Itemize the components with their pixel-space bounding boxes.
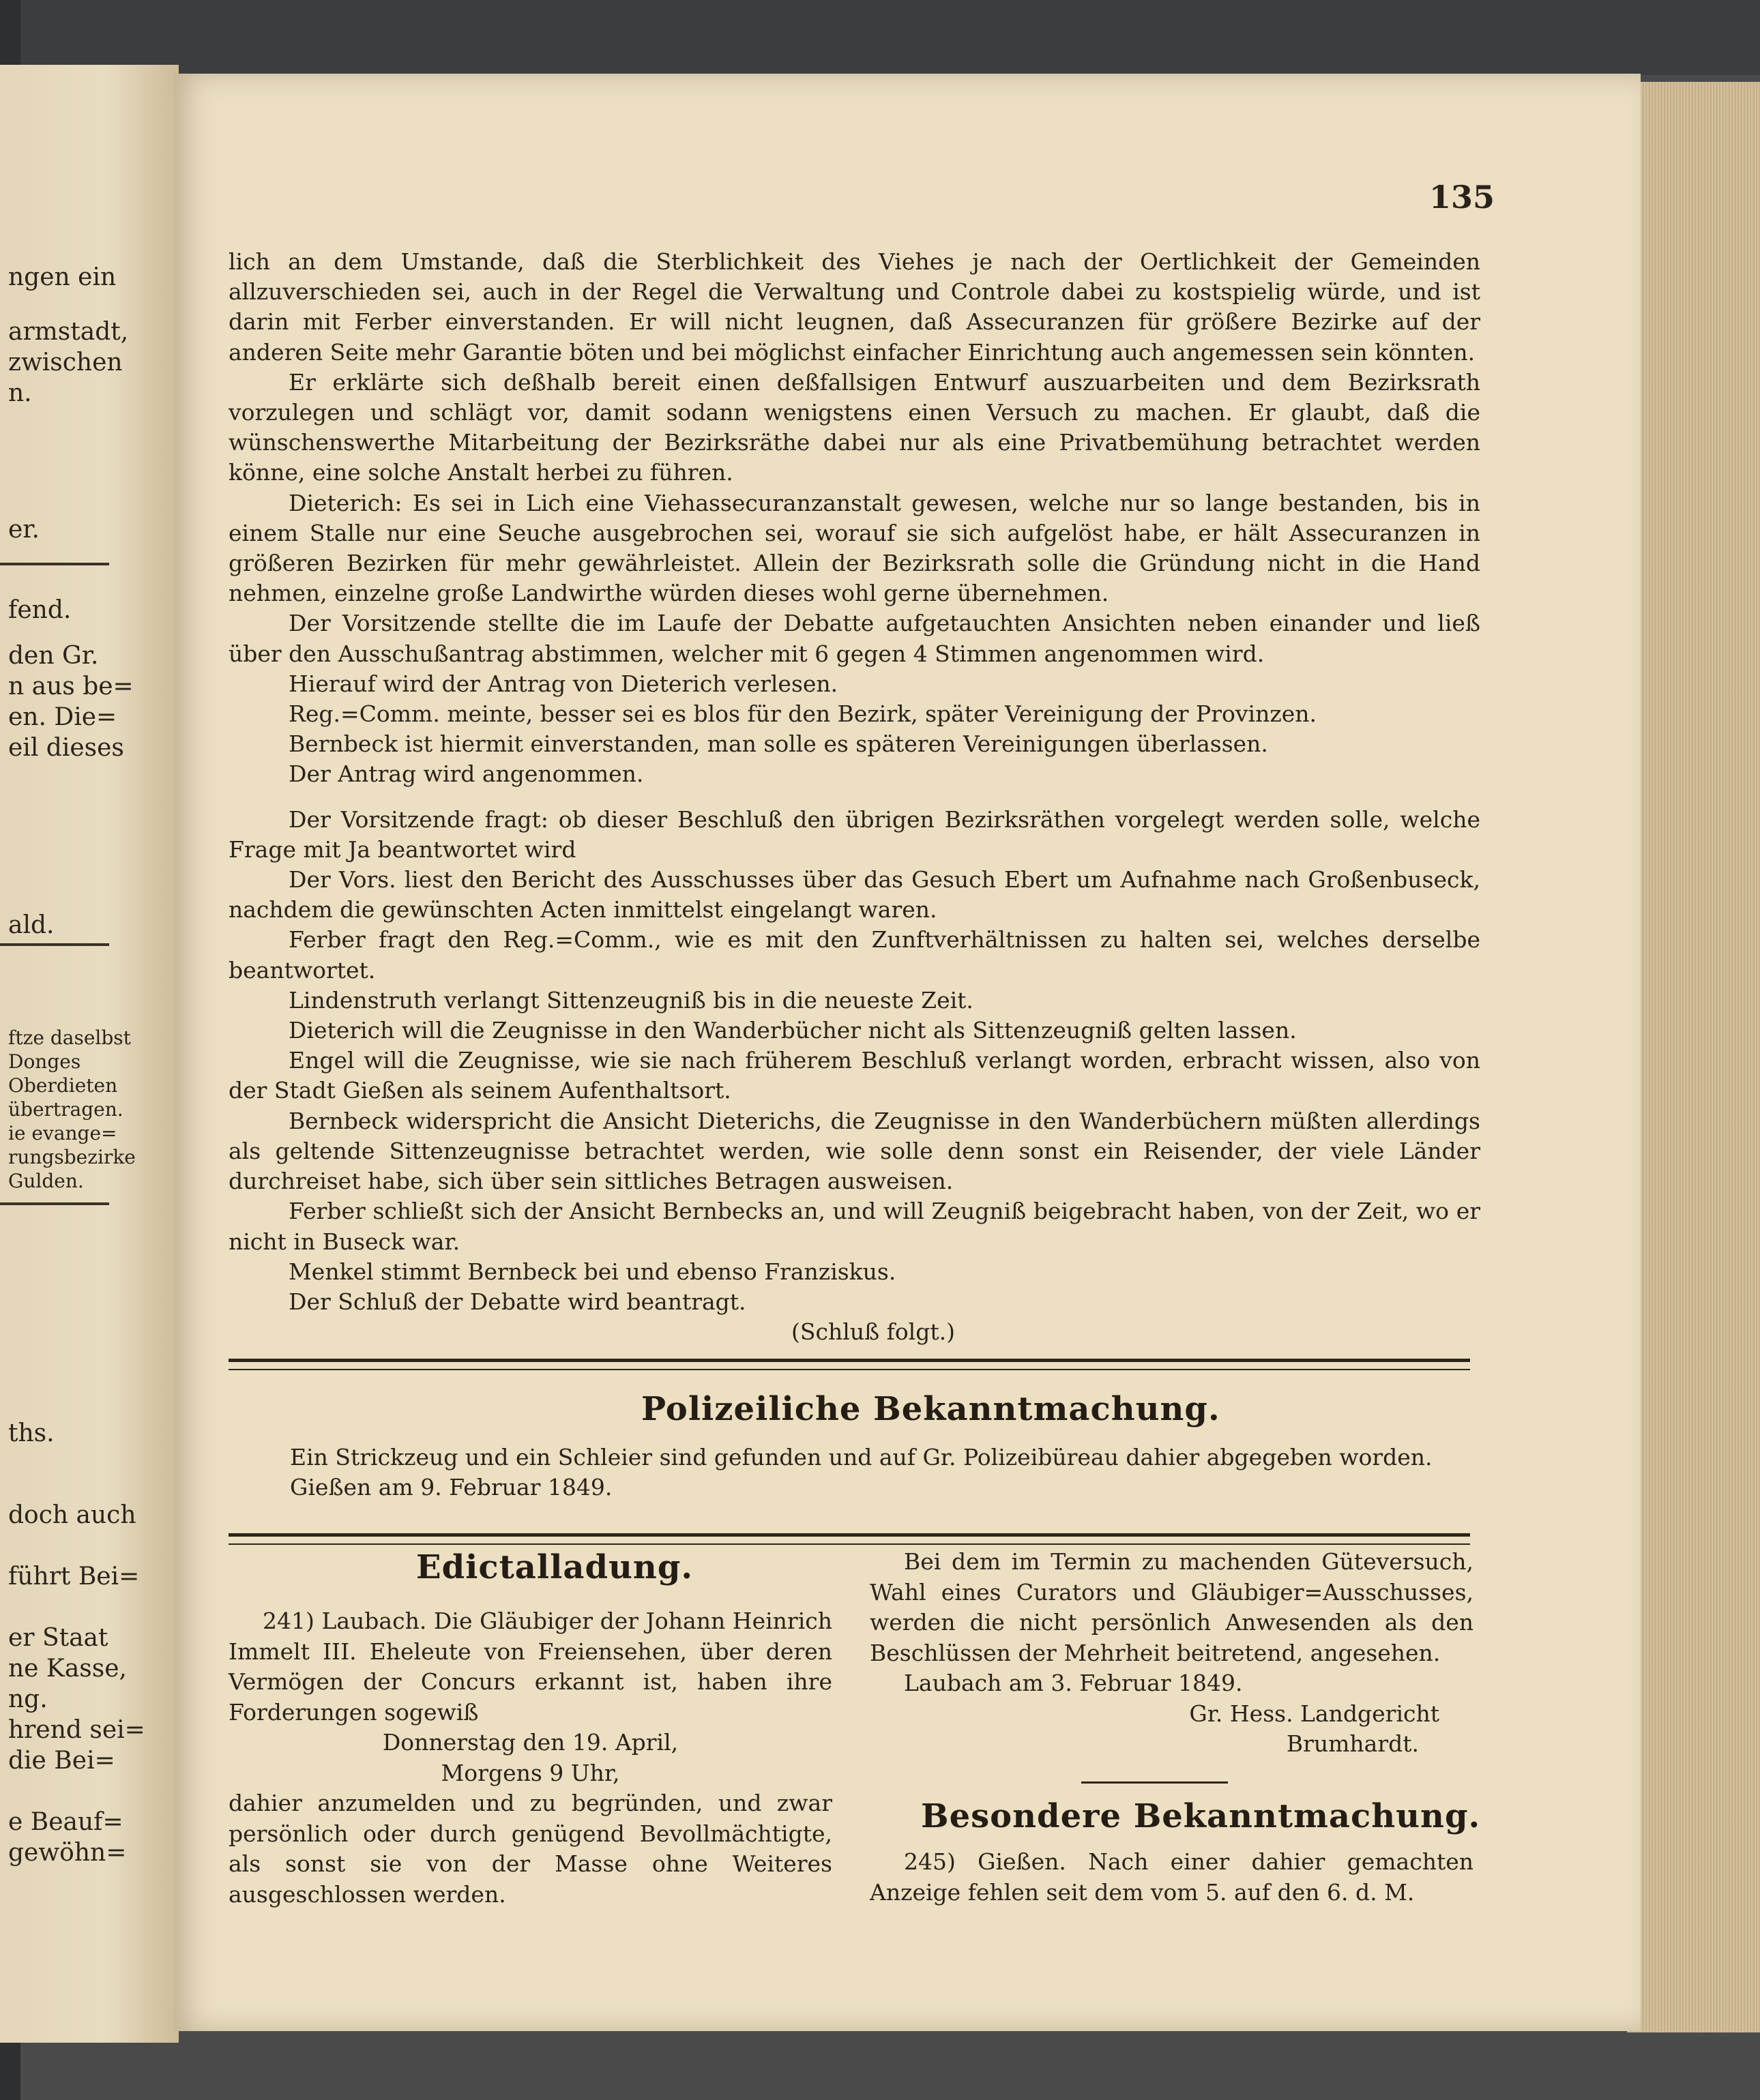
- edict-time-line: Morgens 9 Uhr,: [441, 1759, 620, 1786]
- left-fragment: ald.: [8, 911, 55, 939]
- edict-title: Edictalladung.: [416, 1548, 694, 1586]
- section-divider: [229, 1533, 1470, 1545]
- left-fragment: en. Die=: [8, 703, 117, 731]
- left-fragment: ftze daselbst: [8, 1026, 131, 1049]
- paragraph: Hierauf wird der Antrag von Dieterich verlesen.: [289, 670, 838, 697]
- paragraph: Dieterich: Es sei in Lich eine Viehassecuranzanstalt gewesen, welche nur so lange bestanden, bis in einem Stalle nur eine Seuche ausgebrochen sei, worauf sie sich aufgelöst habe, er hält Assecuranzen in größeren Bezirken für mehr gewährleistet. Allein der Bezirksrath solle die Gründung nicht in die Hand nehmen, einzelne große Landwirthe würden dieses wohl gerne übernehmen.: [229, 489, 1480, 607]
- left-rule: [0, 1202, 109, 1205]
- left-fragment: hrend sei=: [8, 1716, 145, 1744]
- left-fragment: führt Bei=: [8, 1563, 140, 1591]
- left-fragment: Donges: [8, 1050, 81, 1073]
- short-divider: [1081, 1781, 1228, 1784]
- paragraph: Bernbeck ist hiermit einverstanden, man solle es späteren Vereinigungen überlassen.: [289, 730, 1268, 758]
- paragraph: Engel will die Zeugnisse, wie sie nach früherem Beschluß verlangt worden, erbracht wissen, also von der Stadt Gießen als seinem Aufenthaltsort.: [229, 1047, 1480, 1104]
- left-fragment: armstadt,: [8, 318, 129, 346]
- edict-right-column: [870, 1547, 1473, 1760]
- paragraph: Dieterich will die Zeugnisse in den Wanderbücher nicht als Sittenzeugniß gelten lassen.: [289, 1017, 1297, 1044]
- left-fragment: doch auch: [8, 1501, 136, 1529]
- paragraph: Ferber schließt sich der Ansicht Bernbecks an, und will Zeugniß beigebracht haben, von der Zeit, wo er nicht in Buseck war.: [229, 1198, 1480, 1255]
- section-divider: [229, 1359, 1470, 1370]
- paragraph: Der Schluß der Debatte wird beantragt.: [289, 1288, 746, 1315]
- left-fragment: den Gr.: [8, 642, 99, 670]
- paragraph: Reg.=Comm. meinte, besser sei es blos für den Bezirk, später Vereinigung der Provinzen.: [289, 700, 1317, 728]
- special-notice-title: Besondere Bekanntmachung.: [921, 1797, 1481, 1835]
- left-rule: [0, 563, 109, 565]
- special-notice-text: 245) Gießen. Nach einer dahier gemachten Anzeige fehlen seit dem vom 5. auf den 6. d. M.: [870, 1848, 1473, 1906]
- edict-date-line: Donnerstag den 19. April,: [382, 1729, 679, 1756]
- scanner-background: [0, 0, 1760, 75]
- left-fragment: zwischen: [8, 349, 123, 376]
- left-fragment: n aus be=: [8, 672, 134, 700]
- edict-judge: Brumhardt.: [1286, 1730, 1419, 1757]
- left-fragment: ie evange=: [8, 1122, 117, 1144]
- paragraph: Bernbeck widerspricht die Ansicht Dieterichs, die Zeugnisse in den Wanderbüchern müßten allerdings als geltende Sittenzeugnisse betrachtet werden, wie solle denn sonst ein Reisender, der viele Länder durchreiset habe, sich über sein sittliches Betragen ausweisen.: [229, 1107, 1480, 1195]
- edict-court: Gr. Hess. Landgericht: [1189, 1700, 1439, 1727]
- left-fragment: die Bei=: [8, 1747, 115, 1775]
- left-fragment: n.: [8, 379, 32, 407]
- left-fragment: ths.: [8, 1419, 55, 1447]
- left-fragment: er Staat: [8, 1624, 108, 1652]
- left-fragment: ngen ein: [8, 263, 117, 291]
- left-fragment: Oberdieten: [8, 1074, 118, 1097]
- to-be-continued: (Schluß folgt.): [791, 1318, 955, 1346]
- left-rule: [0, 943, 109, 946]
- paragraph: Der Vors. liest den Bericht des Ausschusses über das Gesuch Ebert um Aufnahme nach Großenbuseck, nachdem die gewünschten Acten inmittelst eingelangt waren.: [229, 866, 1480, 923]
- edict-right-text: Bei dem im Termin zu machenden Güteversuch, Wahl eines Curators und Gläubiger=Ausschusses, werden die nicht persönlich Anwesenden als den Beschlüssen der Mehrheit beitretend, angesehen.: [870, 1548, 1473, 1666]
- paragraph: Der Antrag wird angenommen.: [289, 760, 644, 788]
- main-text: [229, 247, 1480, 1347]
- left-fragment: rungsbezirke: [8, 1146, 136, 1168]
- paragraph: Der Vorsitzende fragt: ob dieser Beschluß den übrigen Bezirksräthen vorgelegt werden solle, welche Frage mit Ja beantwortet wird: [229, 805, 1480, 863]
- police-notice-title: Polizeiliche Bekanntmachung.: [641, 1390, 1220, 1428]
- left-fragment: gewöhn=: [8, 1839, 127, 1867]
- edict-place-date: Laubach am 3. Februar 1849.: [904, 1670, 1243, 1696]
- left-fragment: übertragen.: [8, 1098, 123, 1121]
- edict-left-column: [229, 1606, 832, 1910]
- left-fragment: er.: [8, 516, 40, 544]
- book-page-edges: [1627, 82, 1760, 2032]
- previous-page-sliver: [0, 65, 179, 2043]
- police-notice-text: [290, 1443, 1470, 1503]
- left-fragment: ng.: [8, 1685, 48, 1713]
- left-fragment: fend.: [8, 596, 72, 624]
- paragraph: Der Vorsitzende stellte die im Laufe der Debatte aufgetauchten Ansichten neben einander und ließ über den Ausschußantrag abstimmen, welcher mit 6 gegen 4 Stimmen angenommen wird.: [229, 610, 1480, 667]
- left-fragment: e Beauf=: [8, 1808, 123, 1836]
- paragraph: Er erklärte sich deßhalb bereit einen deßfallsigen Entwurf auszuarbeiten und dem Bezirksrath vorzulegen und schlägt vor, damit sodann wenigstens einen Versuch zu machen. Er glaubt, daß die wünschenswerthe Mitarbeitung der Bezirksräthe dabei nur als eine Privatbemühung betrachtet werden könne, eine solche Anstalt herbei zu führen.: [229, 368, 1480, 486]
- police-notice-date: Gießen am 9. Februar 1849.: [290, 1474, 613, 1500]
- page-number: 135: [1429, 179, 1495, 216]
- edict-intro: 241) Laubach. Die Gläubiger der Johann Heinrich Immelt III. Eheleute von Freiensehen, über deren Vermögen der Concurs erkannt ist, haben ihre Forderungen sogewiß: [229, 1608, 832, 1726]
- left-fragment: ne Kasse,: [8, 1655, 127, 1683]
- edict-body: dahier anzumelden und zu begründen, und zwar persönlich oder durch genügend Bevollmächtigte, als sonst sie von der Masse ohne Weiteres ausgeschlossen werden.: [229, 1790, 832, 1908]
- left-fragment: Gulden.: [8, 1170, 84, 1192]
- paragraph: Menkel stimmt Bernbeck bei und ebenso Franziskus.: [289, 1258, 896, 1285]
- paragraph: lich an dem Umstande, daß die Sterblichkeit des Viehes je nach der Oertlichkeit der Gemeinden allzuverschieden sei, auch in der Regel die Verwaltung und Controle dabei zu kostspielig würde, und ist darin mit Ferber einverstanden. Er will nicht leugnen, daß Assecuranzen für größere Bezirke auf der anderen Seite mehr Garantie böten und bei möglichst einfacher Einrichtung auch angemessen sein könnten.: [229, 248, 1480, 366]
- left-fragment: eil dieses: [8, 734, 124, 762]
- paragraph: Lindenstruth verlangt Sittenzeugniß bis in die neueste Zeit.: [289, 986, 973, 1014]
- special-notice-column: [870, 1847, 1473, 1908]
- police-notice-body: Ein Strickzeug und ein Schleier sind gefunden und auf Gr. Polizeibüreau dahier abgegeben worden.: [290, 1444, 1433, 1470]
- paragraph: Ferber fragt den Reg.=Comm., wie es mit den Zunftverhältnissen zu halten sei, welches derselbe beantwortet.: [229, 926, 1480, 984]
